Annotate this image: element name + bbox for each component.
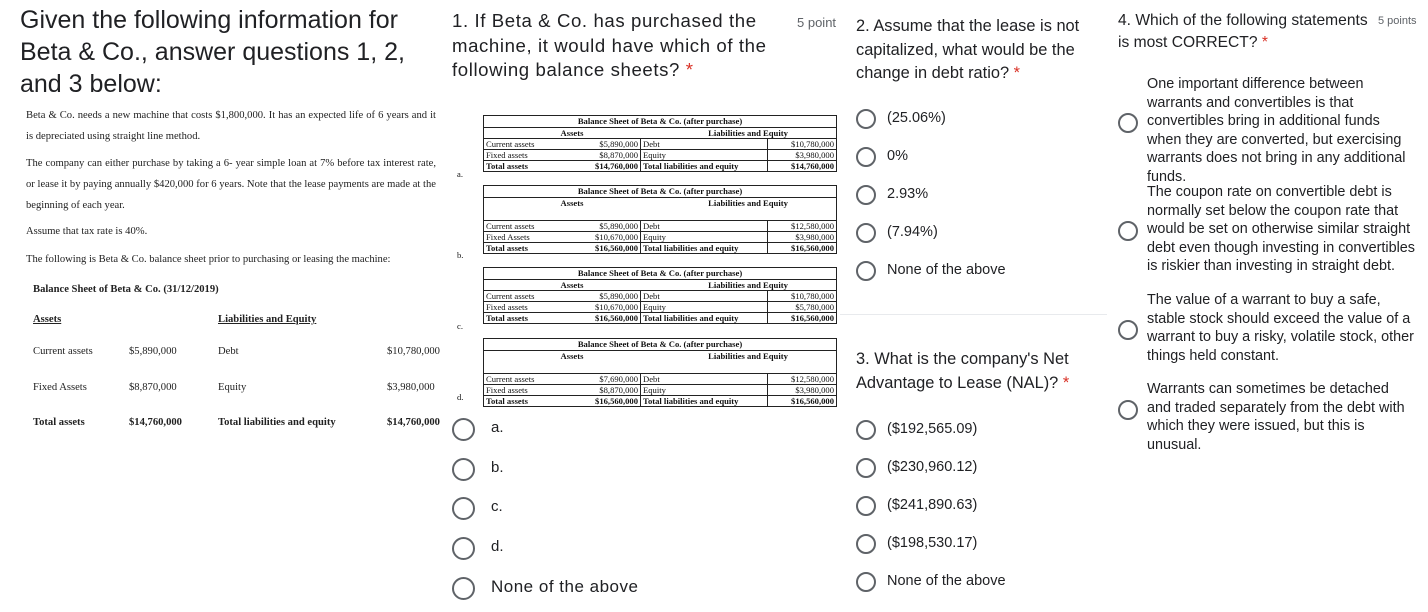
- liability-label: Debt: [641, 291, 768, 301]
- bs-liability-label: Equity: [218, 382, 247, 393]
- asset-value: $8,870,000: [576, 150, 641, 160]
- balance-sheet-option-letter: a.: [457, 169, 463, 179]
- liability-value: $16,560,000: [791, 396, 834, 406]
- asset-label: Fixed assets: [486, 150, 528, 160]
- intro-paragraph-financing: The company can either purchase by taking a 6- year simple loan at 7% before tax interest rate, or lease it by paying annually $420,000 for 6 years. Note that the lease payments are made at the beginning of each year.: [26, 158, 436, 211]
- radio-button[interactable]: [856, 109, 876, 129]
- liability-value: $3,980,000: [795, 232, 834, 242]
- question-1-text: 1. If Beta & Co. has purchased the machine, it would have which of the following balance sheets?: [452, 10, 767, 80]
- asset-value: $5,890,000: [576, 139, 641, 149]
- liabilities-header: Liabilities and Equity: [708, 280, 788, 290]
- assets-header: Assets: [560, 351, 584, 361]
- sheet-spacer: [484, 208, 836, 220]
- liabilities-header: Liabilities and Equity: [708, 128, 788, 138]
- radio-button[interactable]: [856, 458, 876, 478]
- table-row: [484, 149, 836, 160]
- bs-liability-value: $3,980,000: [387, 382, 435, 393]
- liabilities-header: Liabilities and Equity: [708, 351, 788, 361]
- liability-label: Debt: [641, 374, 768, 384]
- option-label: (25.06%): [887, 110, 946, 126]
- section-divider: [840, 314, 1107, 315]
- liability-label: Equity: [641, 150, 768, 160]
- liability-value: $14,760,000: [791, 161, 834, 171]
- asset-label: Fixed assets: [486, 302, 528, 312]
- table-row: [484, 138, 836, 149]
- table-row: [484, 373, 836, 384]
- bs-asset-label: Fixed Assets: [33, 382, 87, 393]
- question-3-text: 3. What is the company's Net Advantage to Lease (NAL)?: [856, 350, 1069, 392]
- radio-button[interactable]: [1118, 400, 1138, 420]
- asset-label: Current assets: [486, 374, 535, 384]
- option-label: None of the above: [887, 573, 1006, 589]
- balance-sheet-option-title: Balance Sheet of Beta & Co. (after purchase): [577, 268, 743, 278]
- bs-liability-value: $14,760,000: [387, 417, 440, 428]
- liability-value: $12,580,000: [791, 221, 834, 231]
- option-label: 0%: [887, 148, 908, 164]
- liability-value: $16,560,000: [791, 313, 834, 323]
- liability-label: Total liabilities and equity: [641, 396, 768, 406]
- table-row: [484, 160, 836, 171]
- asset-value: $16,560,000: [576, 243, 641, 253]
- liability-label: Equity: [641, 385, 768, 395]
- option-label: ($230,960.12): [887, 459, 978, 475]
- assets-header: Assets: [560, 198, 584, 208]
- balance-sheet-option-header: [484, 279, 836, 290]
- radio-button[interactable]: [1118, 113, 1138, 133]
- radio-button[interactable]: [856, 223, 876, 243]
- intro-paragraph-tax: Assume that tax rate is 40%.: [26, 226, 148, 237]
- asset-label: Total assets: [486, 396, 528, 406]
- question-1-title: [452, 9, 792, 83]
- asset-value: $16,560,000: [576, 396, 641, 406]
- balance-sheet-option: [483, 267, 837, 324]
- radio-button[interactable]: [856, 572, 876, 592]
- option-label: None of the above: [491, 577, 639, 596]
- required-asterisk: *: [1261, 34, 1268, 51]
- option-label: The coupon rate on convertible debt is normally set below the coupon rate that would be set on otherwise similar straight debt even though investing in convertibles is riskier than investing in straight debt.: [1147, 184, 1416, 275]
- required-asterisk: *: [685, 59, 694, 80]
- liability-label: Total liabilities and equity: [641, 313, 768, 323]
- option-label: ($241,890.63): [887, 497, 978, 513]
- bs-liability-label: Total liabilities and equity: [218, 417, 336, 428]
- radio-button[interactable]: [1118, 320, 1138, 340]
- question-2-title: [856, 15, 1088, 86]
- balance-sheet-option-title: Balance Sheet of Beta & Co. (after purchase): [577, 116, 743, 126]
- radio-button[interactable]: [452, 537, 475, 560]
- option-label: ($198,530.17): [887, 535, 978, 551]
- radio-button[interactable]: [856, 261, 876, 281]
- asset-label: Fixed Assets: [486, 232, 530, 242]
- option-label: a.: [491, 419, 504, 436]
- radio-button[interactable]: [1118, 221, 1138, 241]
- balance-sheet-option: [483, 185, 837, 254]
- radio-button[interactable]: [452, 577, 475, 600]
- table-row: [484, 395, 836, 406]
- radio-button[interactable]: [452, 497, 475, 520]
- sheet-spacer: [484, 361, 836, 373]
- liability-label: Total liabilities and equity: [641, 243, 768, 253]
- radio-button[interactable]: [452, 418, 475, 441]
- intro-title: Given the following information for Beta & Co., answer questions 1, 2, and 3 below:: [20, 6, 405, 98]
- asset-value: $5,890,000: [576, 291, 641, 301]
- liability-value: $12,580,000: [791, 374, 834, 384]
- balance-sheet-title: Balance Sheet of Beta & Co. (31/12/2019): [33, 284, 219, 295]
- question-4-title: [1118, 10, 1368, 54]
- radio-button[interactable]: [856, 147, 876, 167]
- bs-asset-value: $8,870,000: [129, 382, 177, 393]
- radio-button[interactable]: [856, 420, 876, 440]
- option-label: One important difference between warrants and convertibles is that convertibles bring in additional funds when they are converted, but exercising warrants does not bring in any additional funds.: [1147, 76, 1406, 185]
- option-label: ($192,565.09): [887, 421, 978, 437]
- balance-sheet-option-letter: d.: [457, 392, 464, 402]
- option-label: Warrants can sometimes be detached and traded separately from the debt with which they were issued, but this is unusual.: [1147, 381, 1405, 453]
- liability-value: $3,980,000: [795, 385, 834, 395]
- question-4-text: 4. Which of the following statements is most CORRECT?: [1118, 12, 1368, 51]
- liability-label: Total liabilities and equity: [641, 161, 768, 171]
- asset-value: $7,690,000: [576, 374, 641, 384]
- bs-liability-value: $10,780,000: [387, 346, 440, 357]
- liability-value: $10,780,000: [791, 139, 834, 149]
- asset-label: Total assets: [486, 161, 528, 171]
- assets-header: Assets: [560, 128, 584, 138]
- intro-paragraph-machine: Beta & Co. needs a new machine that costs $1,800,000. It has an expected life of 6 years and it is depreciated using straight line method.: [26, 110, 436, 142]
- question-4-points: 5 points: [1378, 15, 1417, 27]
- asset-label: Fixed assets: [486, 385, 528, 395]
- asset-value: $14,760,000: [576, 161, 641, 171]
- radio-button[interactable]: [856, 534, 876, 554]
- balance-sheet-option-header: [484, 197, 836, 208]
- table-row: [484, 231, 836, 242]
- table-row: [484, 384, 836, 395]
- bs-asset-label: Current assets: [33, 346, 93, 357]
- question-2-text: 2. Assume that the lease is not capitalized, what would be the change in debt ratio?: [856, 17, 1080, 82]
- assets-header: Assets: [560, 280, 584, 290]
- bs-liability-label: Debt: [218, 346, 239, 357]
- balance-sheet-option-header: [484, 127, 836, 138]
- liability-label: Debt: [641, 221, 768, 231]
- radio-button[interactable]: [856, 496, 876, 516]
- balance-sheet-option-letter: b.: [457, 250, 464, 260]
- option-label: None of the above: [887, 262, 1006, 278]
- option-label: 2.93%: [887, 186, 929, 202]
- option-label: d.: [491, 538, 504, 555]
- option-label: The value of a warrant to buy a safe, stable stock should exceed the value of a warrant to buy a risky, volatile stock, other things held constant.: [1147, 292, 1414, 364]
- intro-paragraph-balance: The following is Beta & Co. balance sheet prior to purchasing or leasing the machine:: [26, 254, 391, 265]
- liability-value: $16,560,000: [791, 243, 834, 253]
- required-asterisk: *: [1062, 373, 1070, 392]
- radio-button[interactable]: [452, 458, 475, 481]
- radio-button[interactable]: [856, 185, 876, 205]
- asset-value: $10,670,000: [576, 232, 641, 242]
- asset-label: Total assets: [486, 313, 528, 323]
- question-1-points: 5 point: [797, 15, 837, 30]
- required-asterisk: *: [1013, 64, 1021, 82]
- liability-value: $10,780,000: [791, 291, 834, 301]
- bs-asset-value: $14,760,000: [129, 417, 182, 428]
- balance-sheet-option: [483, 338, 837, 407]
- table-row: [484, 290, 836, 301]
- liabilities-header: Liabilities and Equity: [708, 198, 788, 208]
- table-row: [484, 301, 836, 312]
- balance-sheet-option-title: Balance Sheet of Beta & Co. (after purchase): [577, 186, 743, 196]
- bs-asset-value: $5,890,000: [129, 346, 177, 357]
- table-row: [484, 312, 836, 323]
- table-row: [484, 220, 836, 231]
- balance-sheet-liabilities-header: Liabilities and Equity: [218, 314, 317, 325]
- option-label: (7.94%): [887, 224, 938, 240]
- asset-label: Total assets: [486, 243, 528, 253]
- liability-value: $5,780,000: [795, 302, 834, 312]
- balance-sheet-assets-header: Assets: [33, 314, 62, 325]
- balance-sheet-option-letter: c.: [457, 321, 463, 331]
- balance-sheet-option-title: Balance Sheet of Beta & Co. (after purchase): [577, 339, 743, 349]
- bs-asset-label: Total assets: [33, 417, 85, 428]
- asset-value: $16,560,000: [576, 313, 641, 323]
- asset-label: Current assets: [486, 291, 535, 301]
- option-label: b.: [491, 459, 504, 476]
- question-3-title: [856, 348, 1096, 395]
- asset-label: Current assets: [486, 221, 535, 231]
- asset-value: $5,890,000: [576, 221, 641, 231]
- liability-label: Equity: [641, 302, 768, 312]
- asset-value: $10,670,000: [576, 302, 641, 312]
- table-row: [484, 242, 836, 253]
- balance-sheet-option-header: [484, 350, 836, 361]
- balance-sheet-option: [483, 115, 837, 172]
- liability-label: Equity: [641, 232, 768, 242]
- asset-label: Current assets: [486, 139, 535, 149]
- liability-value: $3,980,000: [795, 150, 834, 160]
- asset-value: $8,870,000: [576, 385, 641, 395]
- liability-label: Debt: [641, 139, 768, 149]
- option-label: c.: [491, 498, 503, 515]
